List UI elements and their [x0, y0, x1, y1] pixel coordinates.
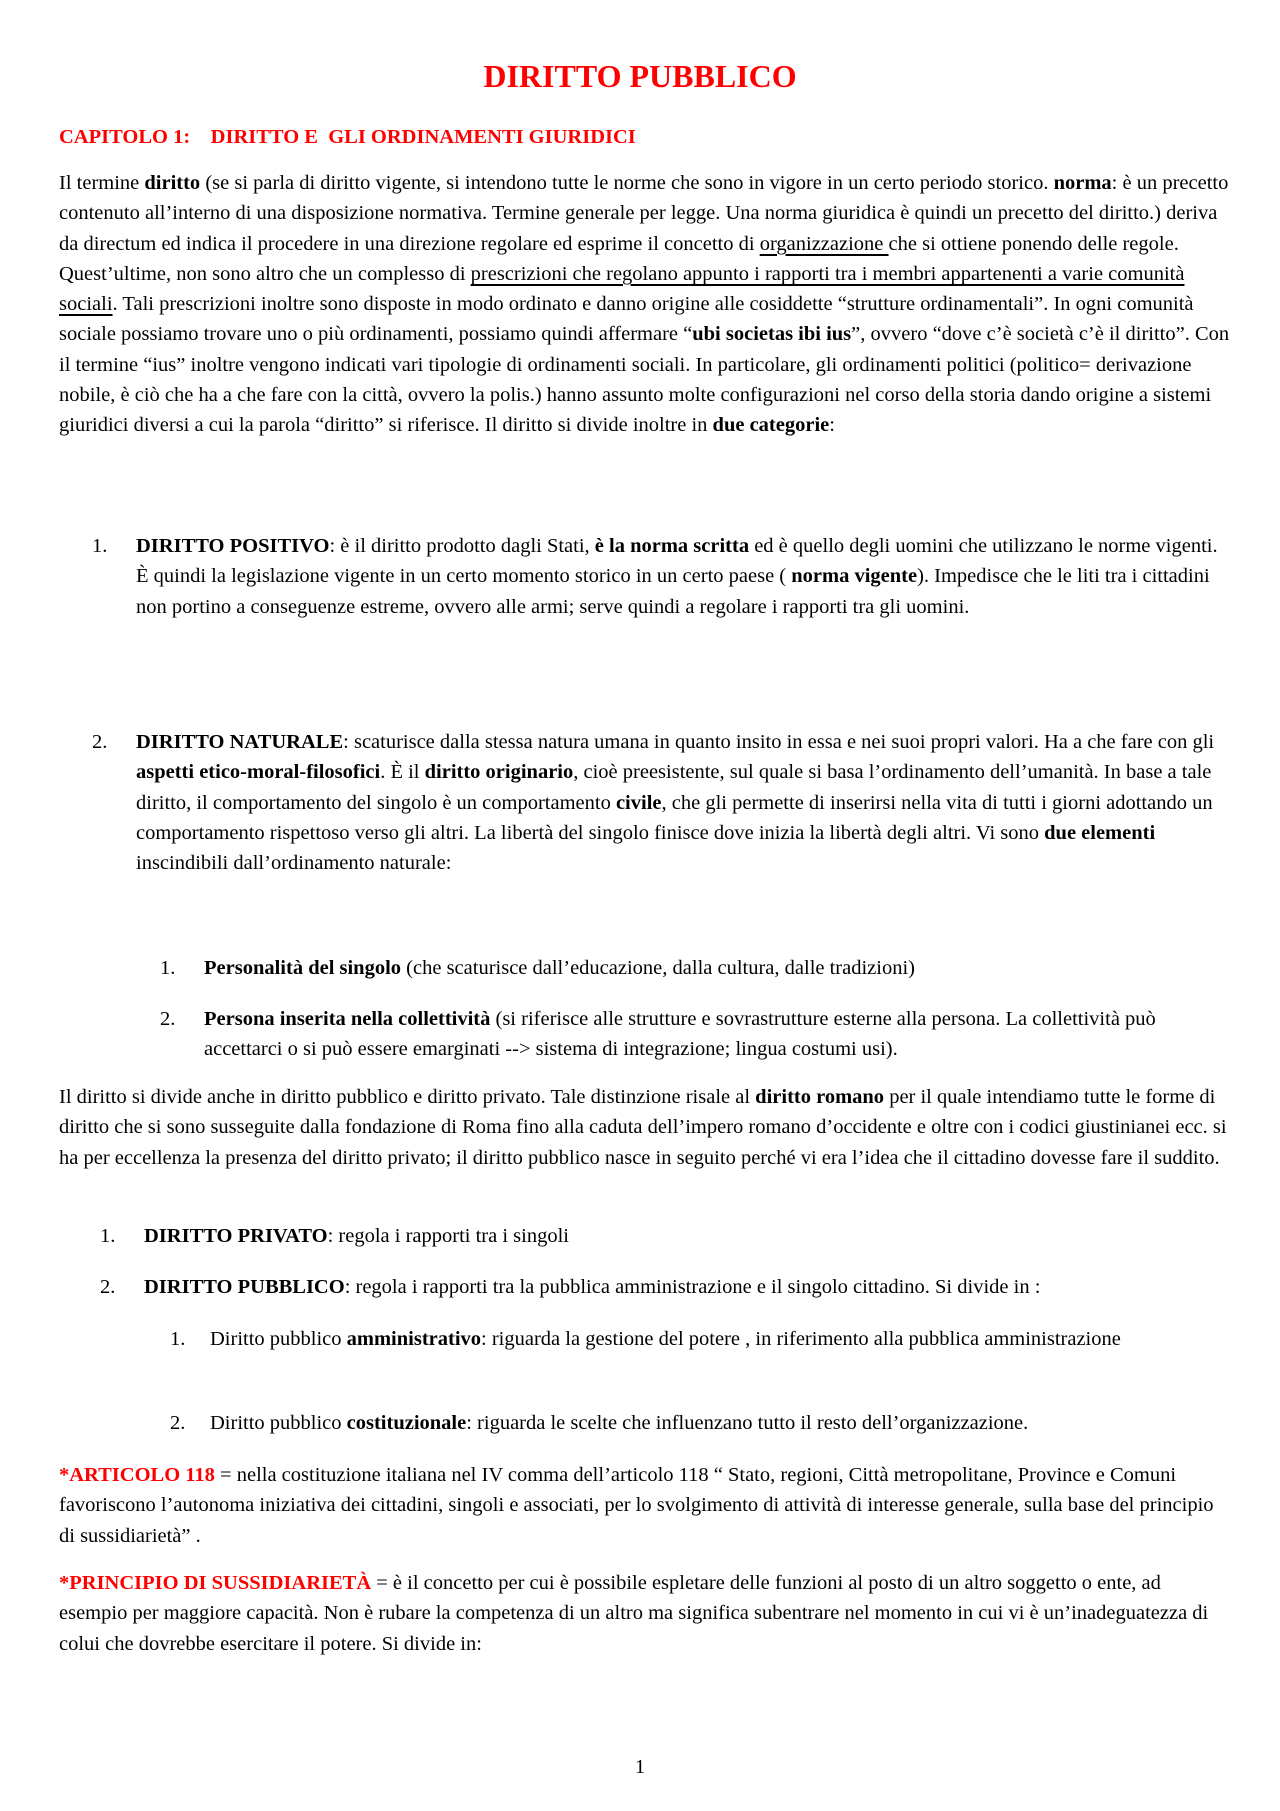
bold-term: DIRITTO NATURALE: [136, 731, 344, 753]
list-number: 2.: [170, 1412, 186, 1434]
bold-term: DIRITTO POSITIVO: [136, 535, 330, 557]
text-run: che si ottiene ponendo delle regole. Quest’ultime, non sono altro che un complesso di: [59, 232, 1179, 285]
text-run: : regola i rapporti tra i singoli: [327, 1225, 569, 1247]
red-heading-term: *PRINCIPIO DI SUSSIDIARIETÀ: [59, 1572, 372, 1594]
bold-term: ubi societas ibi ius: [692, 323, 852, 346]
text-run: : scaturisce dalla stessa natura umana in quanto insito in essa e nei suoi propri valori. Ha a che fare con gli: [343, 731, 1215, 753]
bold-term: norma vigente: [791, 565, 918, 588]
list-number: 1.: [170, 1328, 186, 1350]
text-run: : regola i rapporti tra la pubblica amministrazione e il singolo cittadino. Si divide in :: [344, 1276, 1041, 1298]
list-item-text: [144, 1272, 1240, 1302]
text-run: = nella costituzione italiana nel IV comma dell’articolo 118 “ Stato, regioni, Città metropolitane, Province e Comuni favoriscono l’autonoma iniziativa dei cittadini, singoli e associati, per lo svolgimento di attività di interesse generale, sulla base del principio di sussidiarietà” .: [59, 1464, 1214, 1547]
text-run: (se si parla di diritto vigente, si intendono tutte le norme che sono in vigore in un certo periodo storico.: [200, 172, 1054, 194]
text-run: per il quale intendiamo tutte le forme di diritto che si sono susseguite dalla fondazione di Roma fino alla caduta dell’impero romano d’occidente e oltre con i codici giustinianei ecc. si ha per eccellenza la presenza del diritto privato; il diritto pubblico nasce in seguito perché vi era l’idea che il cittadino dovesse fare il suddito.: [59, 1086, 1227, 1169]
chapter-heading: CAPITOLO 1: DIRITTO E GLI ORDINAMENTI GIURIDICI: [59, 126, 636, 148]
bold-term: due elementi: [1044, 821, 1156, 844]
text-run: = è il concetto per cui è possibile espletare delle funzioni al posto di un altro soggetto o ente, ad esempio per maggiore capacità. Non è rubare la competenza di un altro ma significa subentrare nel momento in cui vi è un’inadeguatezza di colui che dovrebbe esercitare il potere. Si divide in:: [59, 1572, 1209, 1655]
article-118-paragraph: [59, 1460, 1231, 1551]
bold-term: DIRITTO PUBBLICO: [144, 1276, 345, 1298]
bold-term: due categorie: [712, 414, 830, 437]
list-item-text: [144, 1221, 1240, 1251]
list-number: 2.: [160, 1008, 176, 1030]
bold-term: è la norma scritta: [594, 535, 750, 557]
document-title: DIRITTO PUBBLICO: [483, 58, 797, 94]
text-run: (si riferisce alle strutture e sovrastrutture esterne alla persona. La collettività può accettarci o si può essere emarginati --> sistema di integrazione; lingua costumi usi).: [204, 1008, 1156, 1061]
bold-term: Persona inserita nella collettività: [204, 1008, 491, 1030]
list-number: 1.: [100, 1225, 116, 1247]
text-run: (che scaturisce dall’educazione, dalla cultura, dalle tradizioni): [401, 957, 915, 979]
text-run: ed è quello degli uomini che utilizzano le norme vigenti. È quindi la legislazione vigente in un certo momento storico in un certo paese (: [136, 535, 1218, 588]
bold-term: Personalità del singolo: [204, 957, 402, 979]
list-item-text: [136, 531, 1232, 622]
list-item-text: [210, 1408, 1230, 1438]
text-run: . Tali prescrizioni inoltre sono disposte in modo ordinato e danno origine alle cosiddette “strutture ordinamentali”. In ogni comunità sociale possiamo trovare uno o più ordinamenti, possiamo quindi affermare “: [59, 293, 1194, 346]
text-run: Diritto pubblico: [210, 1412, 347, 1434]
text-run: : è il diritto prodotto dagli Stati,: [329, 535, 595, 557]
page-number: 1: [634, 1756, 646, 1778]
text-run: inscindibili dall’ordinamento naturale:: [136, 852, 452, 875]
text-run: , cioè preesistente, sul quale si basa l’ordinamento dell’umanità. In base a tale diritto, il comportamento del singolo è un comportamento: [136, 761, 1212, 814]
list-item-text: [136, 727, 1232, 878]
bold-term: civile: [615, 791, 662, 814]
bold-term: DIRITTO PRIVATO: [144, 1225, 328, 1247]
division-paragraph: [59, 1082, 1231, 1173]
bold-term: amministrativo: [346, 1328, 482, 1350]
bold-term: norma: [1053, 172, 1112, 194]
text-run: ”, ovvero “dove c’è società c’è il diritto”. Con il termine “ius” inoltre vengono indicati vari tipologie di ordinamenti sociali. In particolare, gli ordinamenti politici (politico= derivazione nobile, è ciò che ha a che fare con la città, ovvero la polis.) hanno assunto molte configurazioni nel corso della storia dando origine a sistemi giuridici diversi a cui la parola “diritto” si riferisce. Il diritto si divide inoltre in: [59, 323, 1230, 437]
list-number: 2.: [92, 731, 108, 753]
list-number: 1.: [92, 535, 108, 557]
list-item-text: [210, 1324, 1150, 1354]
text-run: Il diritto si divide anche in diritto pubblico e diritto privato. Tale distinzione risale al: [59, 1086, 756, 1108]
red-heading-term: *ARTICOLO 118: [59, 1464, 215, 1486]
bold-term: diritto romano: [755, 1086, 885, 1108]
text-run: Il termine: [59, 172, 145, 194]
text-run: : è un precetto contenuto all’interno di una disposizione normativa. Termine generale per legge. Una norma giuridica è quindi un precetto del diritto.) deriva da directum ed indica il procedere in una direzione regolare ed esprime il concetto di: [59, 172, 1229, 255]
underlined-term: organizzazione: [759, 232, 889, 255]
text-run: : riguarda le scelte che influenzano tutto il resto dell’organizzazione.: [466, 1412, 1029, 1434]
text-run: Diritto pubblico: [210, 1328, 347, 1350]
list-number: 1.: [160, 957, 176, 979]
text-run: ). Impedisce che le liti tra i cittadini non portino a conseguenze estreme, ovvero alle armi; serve quindi a regolare i rapporti tra gli uomini.: [136, 565, 1210, 618]
bold-term: diritto originario: [424, 761, 574, 784]
text-run: : riguarda la gestione del potere , in riferimento alla pubblica amministrazione: [481, 1328, 1121, 1350]
subsidiarity-paragraph: [59, 1568, 1231, 1659]
bold-term: aspetti etico-moral-filosofici: [136, 761, 381, 784]
bold-term: costituzionale: [346, 1412, 467, 1434]
underlined-phrase: prescrizioni che regolano appunto i rapporti tra i membri appartenenti a varie comunità sociali: [59, 262, 1185, 316]
list-item-text: [204, 953, 1230, 983]
text-run: , che gli permette di inserirsi nella vita di tutti i giorni adottando un comportamento rispettoso verso gli altri. La libertà del singolo finisce dove inizia la libertà degli altri. Vi sono: [136, 791, 1213, 844]
intro-paragraph: [59, 168, 1231, 441]
text-run: :: [829, 414, 835, 437]
text-run: . È il: [380, 761, 425, 784]
list-number: 2.: [100, 1276, 116, 1298]
list-item-text: [204, 1004, 1230, 1065]
bold-term: diritto: [144, 172, 201, 194]
